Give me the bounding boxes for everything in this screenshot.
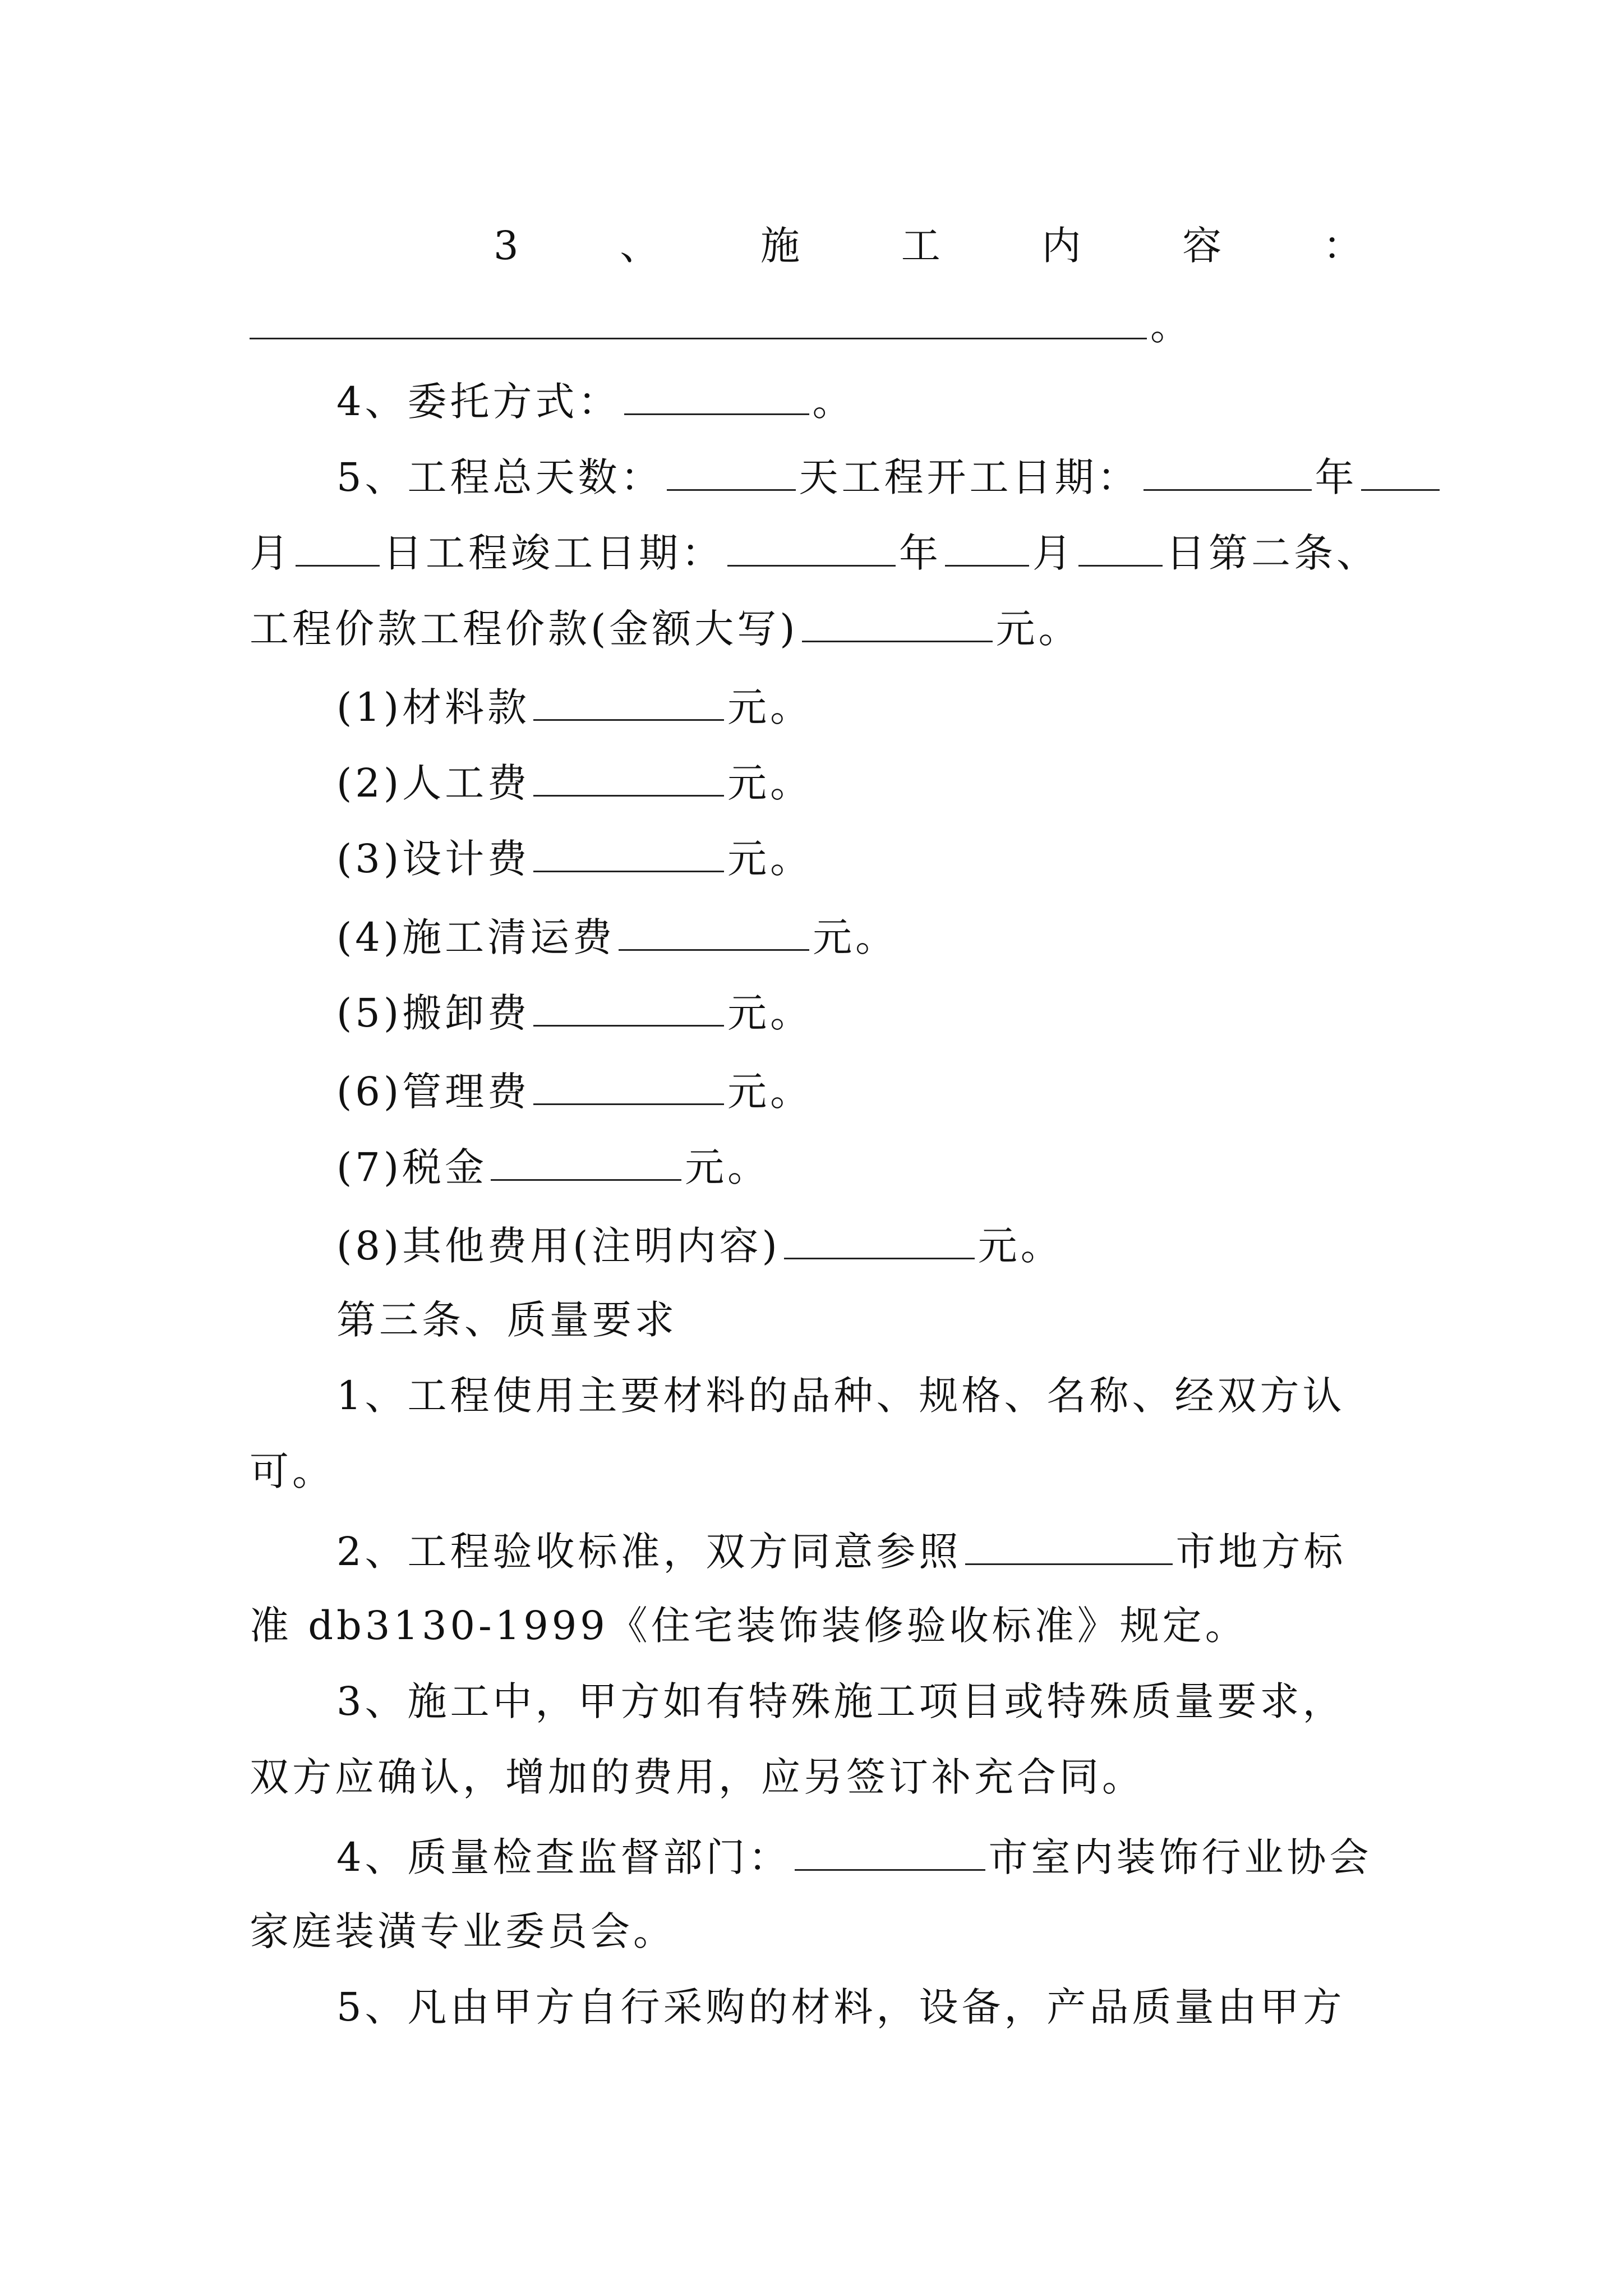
cost-item-moving bbox=[336, 984, 1388, 1038]
article-three-heading: 第三条、质量要求 bbox=[336, 1297, 677, 1343]
cost-field[interactable] bbox=[533, 754, 724, 797]
yuan-label: 元。 bbox=[727, 990, 813, 1036]
yuan-label: 元。 bbox=[995, 606, 1081, 652]
heading-char: ： bbox=[1322, 223, 1366, 269]
supervision-city-field[interactable] bbox=[795, 1829, 985, 1871]
start-day-field[interactable] bbox=[296, 524, 380, 567]
cost-item-other bbox=[336, 1217, 1388, 1271]
clause-1-line-1: 1、工程使用主要材料的品种、规格、名称、经双方认 bbox=[336, 1373, 1345, 1419]
yuan-label: 元。 bbox=[685, 1144, 771, 1190]
clause-4-text-end: 市室内装饰行业协会 bbox=[988, 1834, 1372, 1880]
cost-field[interactable] bbox=[619, 909, 809, 951]
construction-content-blank-line bbox=[250, 297, 1388, 351]
heading-char: 工 bbox=[901, 223, 944, 269]
cost-label: (2)人工费 bbox=[336, 760, 531, 806]
cost-item-cleanup bbox=[336, 909, 1388, 963]
article-two-heading: 日第二条、 bbox=[1166, 530, 1379, 576]
heading-char: 内 bbox=[1041, 223, 1085, 269]
start-month-field[interactable] bbox=[1361, 449, 1440, 491]
clause-2-text: 2、工程验收标准，双方同意参照 bbox=[336, 1529, 962, 1575]
clause-2-line-1 bbox=[336, 1523, 1388, 1577]
cost-label: (5)搬卸费 bbox=[336, 990, 531, 1036]
commission-method-line bbox=[336, 373, 1388, 427]
cost-field[interactable] bbox=[533, 984, 724, 1027]
period: 。 bbox=[812, 379, 855, 425]
cost-item-tax bbox=[336, 1139, 1388, 1193]
project-price-field[interactable] bbox=[802, 600, 993, 642]
completion-date-label: 日工程竣工日期： bbox=[383, 530, 724, 576]
clause-4-text: 4、质量检查监督部门： bbox=[336, 1834, 791, 1880]
month-label: 月 bbox=[1032, 530, 1075, 576]
yuan-label: 元。 bbox=[813, 914, 898, 960]
start-date-label: 天工程开工日期： bbox=[799, 454, 1140, 500]
clause-2-text-end: 市地方标 bbox=[1175, 1529, 1347, 1575]
end-day-field[interactable] bbox=[1078, 524, 1163, 567]
cost-item-management bbox=[336, 1063, 1388, 1117]
clause-4-line-2: 家庭装潢专业委员会。 bbox=[250, 1908, 676, 1954]
period: 。 bbox=[1150, 303, 1193, 349]
year-label: 年 bbox=[899, 530, 942, 576]
cost-item-design bbox=[336, 830, 1388, 884]
cost-label: (8)其他费用(注明内容) bbox=[336, 1223, 781, 1269]
cost-field[interactable] bbox=[533, 830, 724, 872]
cost-field[interactable] bbox=[491, 1139, 681, 1181]
end-year-field[interactable] bbox=[727, 524, 896, 567]
cost-field[interactable] bbox=[533, 1063, 724, 1105]
total-days-label: 5、工程总天数： bbox=[336, 454, 663, 500]
heading-char: 容 bbox=[1182, 223, 1225, 269]
yuan-label: 元。 bbox=[727, 836, 813, 882]
cost-label: (4)施工清运费 bbox=[336, 914, 616, 960]
clause-2-line-2: 准 db3130-1999《住宅装饰装修验收标准》规定。 bbox=[250, 1603, 1248, 1649]
construction-content-heading bbox=[494, 219, 1366, 273]
end-month-field[interactable] bbox=[945, 524, 1029, 567]
yuan-label: 元。 bbox=[978, 1223, 1063, 1269]
cost-label: (7)税金 bbox=[336, 1144, 488, 1190]
clause-4-line-1 bbox=[336, 1829, 1388, 1883]
cost-field[interactable] bbox=[533, 679, 724, 721]
commission-method-label: 4、委托方式： bbox=[336, 379, 621, 425]
project-price-line bbox=[250, 600, 1388, 654]
clause-5-line-1: 5、凡由甲方自行采购的材料，设备，产品质量由甲方 bbox=[336, 1984, 1345, 2030]
cost-label: (3)设计费 bbox=[336, 836, 531, 882]
heading-char: 、 bbox=[620, 223, 663, 269]
clause-3-line-2: 双方应确认，增加的费用，应另签订补充合同。 bbox=[250, 1754, 1145, 1800]
cost-field[interactable] bbox=[784, 1217, 975, 1259]
total-days-line bbox=[336, 449, 1388, 503]
start-year-field[interactable] bbox=[1144, 449, 1312, 491]
cost-label: (6)管理费 bbox=[336, 1069, 531, 1115]
total-days-field[interactable] bbox=[667, 449, 796, 491]
clause-3-line-1: 3、施工中，甲方如有特殊施工项目或特殊质量要求， bbox=[336, 1678, 1345, 1724]
completion-date-line bbox=[250, 524, 1388, 578]
cost-item-labor bbox=[336, 754, 1388, 808]
year-label: 年 bbox=[1315, 454, 1358, 500]
month-label: 月 bbox=[250, 530, 292, 576]
cost-label: (1)材料款 bbox=[336, 684, 531, 730]
heading-char: 3 bbox=[494, 223, 522, 269]
project-price-label: 工程价款工程价款(金额大写) bbox=[250, 606, 799, 652]
construction-content-field[interactable] bbox=[250, 297, 1147, 339]
city-standard-field[interactable] bbox=[965, 1523, 1173, 1565]
yuan-label: 元。 bbox=[727, 1069, 813, 1115]
commission-method-field[interactable] bbox=[624, 373, 809, 415]
yuan-label: 元。 bbox=[727, 760, 813, 806]
yuan-label: 元。 bbox=[727, 684, 813, 730]
heading-char: 施 bbox=[760, 223, 804, 269]
clause-1-line-2: 可。 bbox=[250, 1448, 335, 1494]
cost-item-materials bbox=[336, 679, 1388, 733]
